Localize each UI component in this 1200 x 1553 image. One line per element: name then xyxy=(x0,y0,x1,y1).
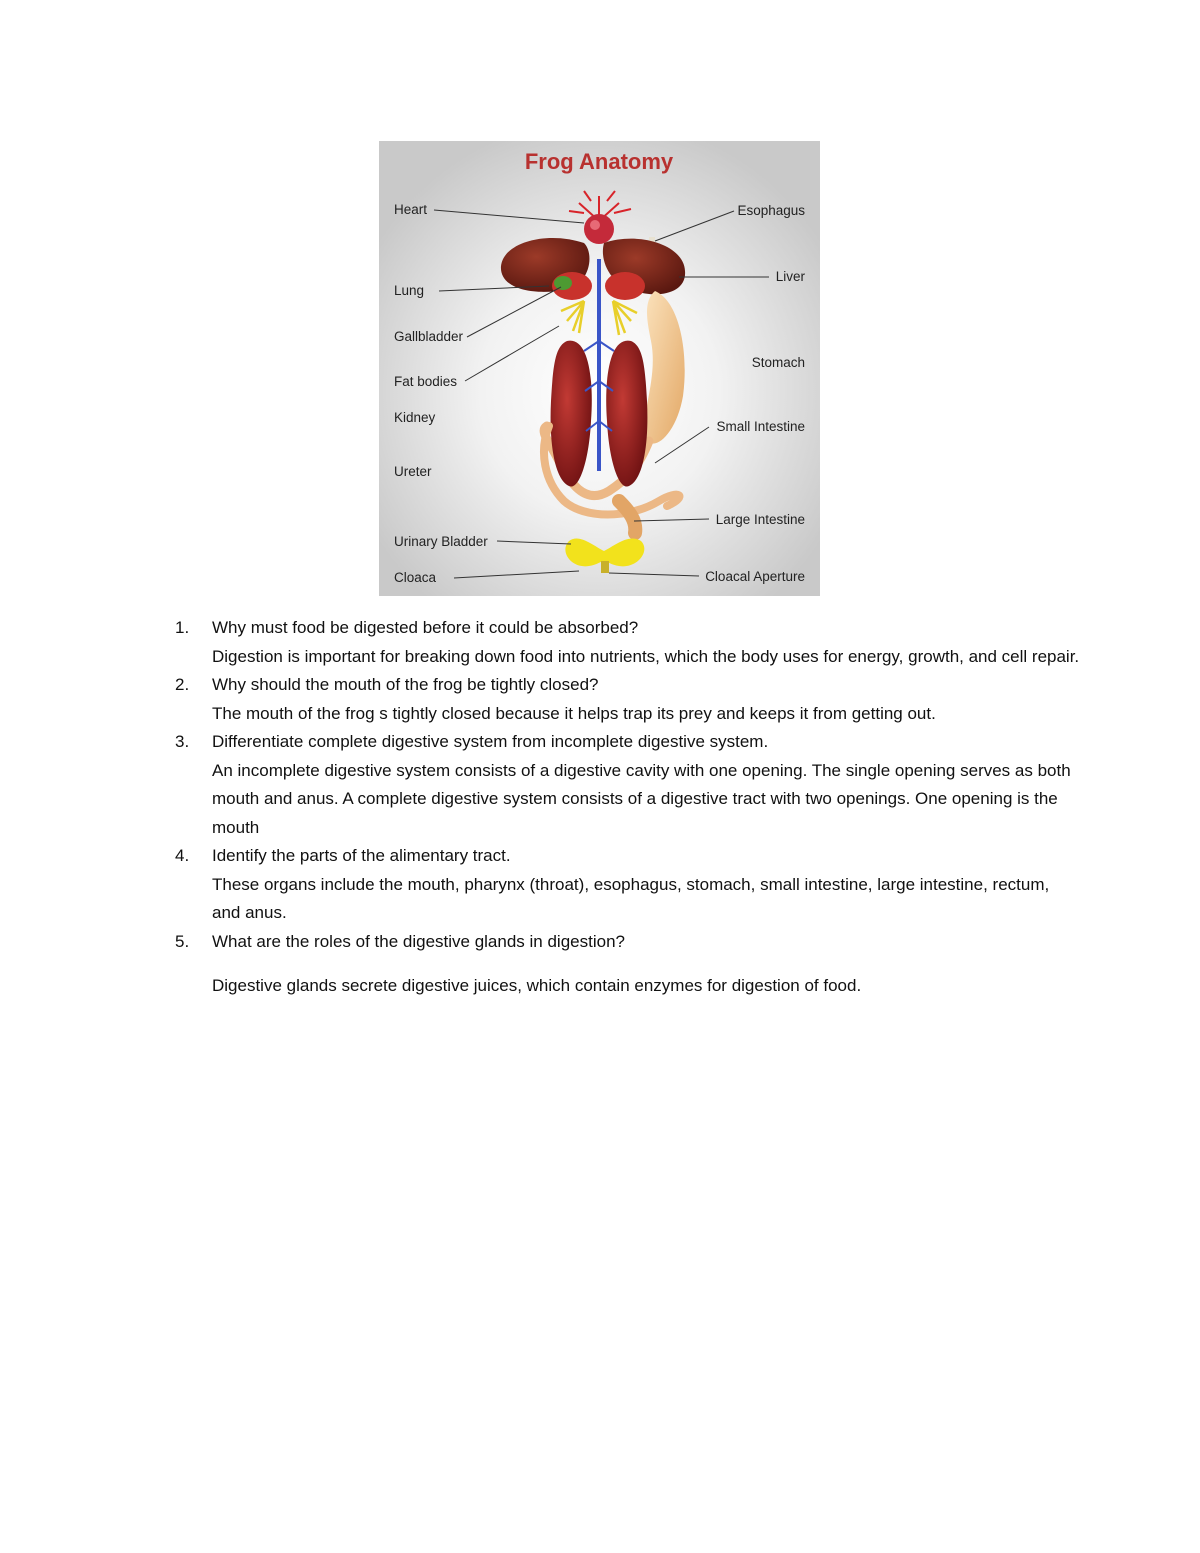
label-liver: Liver xyxy=(775,269,805,284)
question-item xyxy=(160,671,1080,728)
question-number: 1. xyxy=(175,618,190,637)
label-large-intestine: Large Intestine xyxy=(715,512,805,527)
label-small-intestine: Small Intestine xyxy=(716,419,805,434)
label-fat-bodies: Fat bodies xyxy=(394,374,458,389)
answer-text: An incomplete digestive system consists of a digestive cavity with one opening. The single opening serves as both mouth and anus. A complete digestive system consists of a digestive tract with two openings. One opening is the mouth xyxy=(212,760,1071,837)
gallbladder-organ xyxy=(554,276,572,290)
question-item xyxy=(160,728,1080,842)
label-gallbladder: Gallbladder xyxy=(394,329,464,344)
question-text: What are the roles of the digestive glands in digestion? xyxy=(212,931,625,951)
label-stomach: Stomach xyxy=(751,355,805,370)
question-item xyxy=(160,842,1080,928)
label-esophagus: Esophagus xyxy=(737,203,805,218)
label-cloacal-aperture: Cloacal Aperture xyxy=(705,569,805,584)
answer-text: Digestive glands secrete digestive juices, which contain enzymes for digestion of food. xyxy=(212,976,862,995)
question-number: 2. xyxy=(175,675,190,694)
cloaca-organ xyxy=(601,561,609,573)
question-text: Why must food be digested before it could be absorbed? xyxy=(212,618,639,637)
answer-text: These organs include the mouth, pharynx (throat), esophagus, stomach, small intestine, large intestine, rectum, and anus. xyxy=(212,874,1050,922)
question-number: 4. xyxy=(175,846,190,865)
question-number: 3. xyxy=(175,732,190,751)
question-item xyxy=(160,614,1080,671)
label-lung: Lung xyxy=(394,283,425,298)
label-heart: Heart xyxy=(394,202,428,217)
figure-title: Frog Anatomy xyxy=(524,149,674,174)
question-item xyxy=(160,928,1080,1001)
label-cloaca: Cloaca xyxy=(394,570,437,585)
question-list xyxy=(160,614,1080,1001)
label-kidney: Kidney xyxy=(394,410,436,425)
question-text: Differentiate complete digestive system from incomplete digestive system. xyxy=(212,732,769,751)
frog-anatomy-figure xyxy=(379,141,820,596)
question-text: Identify the parts of the alimentary tract. xyxy=(212,846,511,865)
answer-text: The mouth of the frog s tightly closed because it helps trap its prey and keeps it from getting out. xyxy=(212,703,936,723)
frog-anatomy-diagram xyxy=(379,141,820,596)
question-text: Why should the mouth of the frog be tightly closed? xyxy=(212,675,599,694)
label-urinary-bladder: Urinary Bladder xyxy=(394,534,488,549)
label-ureter: Ureter xyxy=(394,464,432,479)
answer-text: Digestion is important for breaking down food into nutrients, which the body uses for energy, growth, and cell repair. xyxy=(212,646,1080,666)
question-number: 5. xyxy=(175,931,190,951)
